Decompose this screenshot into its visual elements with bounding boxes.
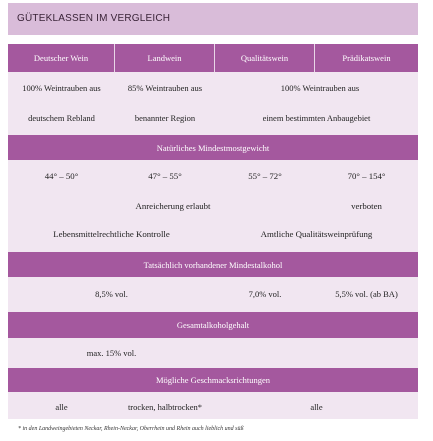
column-header-qualitaetswein: Qualitätswein: [215, 44, 315, 72]
comparison-table: [8, 44, 418, 419]
column-header-praedikatswein: Prädikatswein: [315, 44, 418, 72]
section-mindestmostgewicht: Natürliches Mindestmostgewicht: [8, 135, 418, 160]
mindestalkohol-deutscher-landwein: 8,5% vol.: [95, 288, 128, 299]
kontrolle-lebensmittel: Lebensmittelrechtliche Kontrolle: [53, 228, 170, 239]
mostgewicht-deutscher-wein: 44° – 50°: [44, 170, 79, 181]
section-mindestalkohol: Tatsächlich vorhandener Mindestalkohol: [8, 252, 418, 277]
anreicherung-erlaubt: Anreicherung erlaubt: [135, 200, 211, 211]
mostgewicht-qualitaetswein: 55° – 72°: [248, 170, 282, 181]
mostgewicht-landwein: 47° – 55°: [148, 170, 182, 181]
kontrolle-amtlich: Amtliche Qualitätsweinprüfung: [260, 228, 373, 239]
origin-deutscher-wein: deutschem Rebland: [28, 112, 95, 123]
footnote: * in den Landweingebieten Neckar, Rhein-Neckar, Oberrhein und Rhein auch lieblich und süß: [18, 426, 244, 432]
mostgewicht-praedikatswein: 70° – 154°: [347, 170, 386, 181]
section-geschmack: Mögliche Geschmacksrichtungen: [8, 368, 418, 392]
geschmack-landwein: trocken, halbtrocken*: [127, 402, 203, 413]
gesamtalkohol-wert: max. 15% vol.: [86, 347, 137, 358]
grapes-landwein: 85% Weintrauben aus: [127, 82, 203, 93]
grapes-deutscher-wein: 100% Weintrauben aus: [22, 82, 101, 93]
anreicherung-verboten: verboten: [351, 200, 382, 211]
section-gesamtalkohol: Gesamtalkoholgehalt: [8, 312, 418, 338]
origin-landwein: benannter Region: [134, 112, 196, 123]
mindestalkohol-qualitaetswein: 7,0% vol.: [248, 288, 282, 299]
column-header-landwein: Landwein: [115, 44, 215, 72]
geschmack-deutscher-wein: alle: [55, 402, 68, 413]
origin-qualitaet-praedikat: einem bestimmten Anbaugebiet: [262, 112, 371, 123]
geschmack-qualitaet-praedikat: alle: [310, 402, 323, 413]
grapes-qualitaet-praedikat: 100% Weintrauben aus: [280, 82, 360, 93]
page-title: GÜTEKLASSEN IM VERGLEICH: [8, 3, 418, 35]
mindestalkohol-praedikatswein: 5,5% vol. (ab BA): [335, 288, 398, 299]
column-header-deutscher-wein: Deutscher Wein: [8, 44, 115, 72]
